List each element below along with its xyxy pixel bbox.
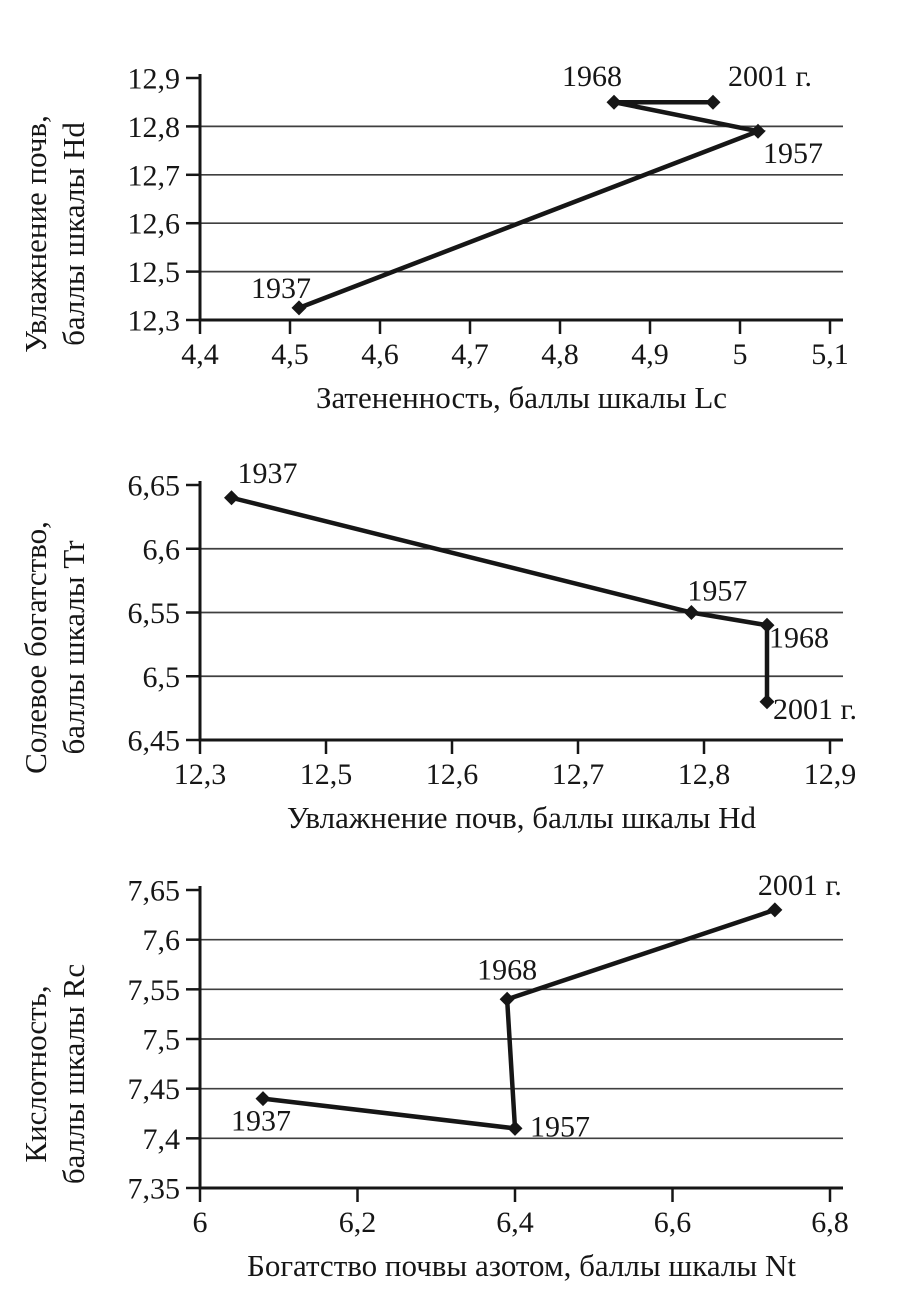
x-axis-title: Увлажнение почв, баллы шкалы Hd [286,800,757,835]
y-tick-label: 7,35 [127,1172,180,1206]
data-point-label: 2001 г. [728,60,812,94]
x-tick-label: 12,9 [803,758,857,791]
x-tick-label: 6,8 [811,1206,849,1239]
y-axis-title: Кислотность,баллы шкалы Rc [18,963,91,1185]
y-tick-label: 12,9 [127,62,180,96]
data-point-label: 1968 [769,621,829,655]
y-tick-label: 6,65 [127,469,180,503]
data-point-label: 1968 [562,60,622,94]
x-axis-title: Богатство почвы азотом, баллы шкалы Nt [247,1248,796,1283]
y-tick-label: 6,45 [127,724,180,758]
y-axis-title: Увлажнение почв,баллы шкалы Hd [18,115,91,353]
x-axis-title: Затененность, баллы шкалы Lc [315,380,728,415]
data-point-marker [508,1121,523,1136]
x-tick-label: 4,8 [541,338,579,371]
y-tick-label: 7,45 [127,1073,180,1107]
x-tick-label: 4,7 [451,338,489,371]
y-tick-label: 7,65 [127,874,180,908]
data-point-marker [706,95,721,110]
x-tick-label: 5 [732,338,748,371]
x-tick-label: 4,9 [631,338,669,371]
data-point-label: 1957 [763,137,823,171]
x-tick-label: 4,4 [181,338,219,371]
data-point-marker [224,490,239,505]
y-tick-label: 12,8 [127,110,180,144]
series-line [299,102,758,308]
chart-soil-moisture-vs-shading [18,60,849,415]
data-point-label: 2001 г. [757,868,842,902]
x-tick-label: 6 [192,1206,208,1239]
data-point-label: 1957 [687,574,748,608]
y-tick-label: 7,4 [142,1122,180,1156]
x-tick-label: 12,3 [173,758,227,791]
x-tick-label: 12,8 [677,758,731,791]
y-tick-label: 12,5 [127,256,180,290]
data-point-label: 1937 [237,456,298,490]
y-tick-label: 6,55 [127,597,180,630]
x-tick-label: 4,6 [361,338,399,371]
chart-acidity-vs-nitrogen-richness [18,869,849,1283]
x-tick-label: 6,6 [653,1206,692,1239]
y-tick-label: 7,55 [127,973,180,1007]
data-point-label: 1937 [251,271,311,305]
x-tick-label: 12,6 [425,758,479,791]
y-tick-label: 7,5 [142,1023,180,1057]
x-tick-label: 6,2 [338,1206,377,1239]
y-tick-label: 6,6 [142,533,180,567]
data-point-marker [500,992,515,1007]
data-point-label: 2001 г. [773,692,857,726]
data-point-marker [767,902,782,917]
y-tick-label: 7,6 [142,924,180,958]
data-point-marker [607,95,622,110]
y-tick-label: 12,6 [127,207,180,241]
data-point-label: 1937 [231,1104,291,1138]
x-tick-label: 12,7 [551,758,605,791]
y-axis-title: Солевое богатство,баллы шкалы Tr [18,521,91,774]
y-tick-label: 6,5 [142,660,180,694]
x-tick-label: 5,1 [811,338,849,371]
x-tick-label: 12,5 [299,758,353,791]
data-point-label: 1957 [530,1110,590,1144]
x-tick-label: 4,5 [271,338,309,371]
data-point-label: 1968 [477,953,538,987]
x-tick-label: 6,4 [496,1206,534,1239]
series-line [263,910,775,1129]
y-tick-label: 12,7 [127,159,180,193]
chart-salt-richness-vs-soil-moisture [18,457,857,835]
y-tick-label: 12,3 [127,304,180,338]
